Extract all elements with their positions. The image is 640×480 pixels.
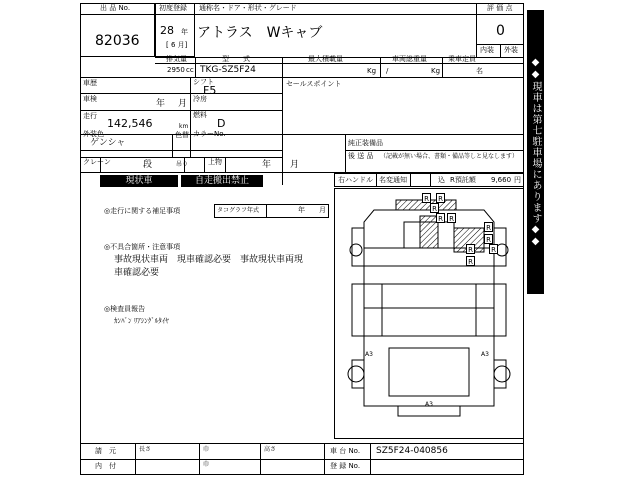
- inspection-year: 年: [156, 99, 166, 109]
- equipment-label: 純正装備品: [348, 139, 383, 147]
- r-mark-8: R: [466, 244, 475, 254]
- color-no-label: カラーNo.: [193, 130, 226, 138]
- lift-label: 上物: [208, 158, 222, 166]
- reg-no-label: 登 録 No.: [330, 462, 361, 470]
- inspection-label: 車検: [83, 95, 97, 103]
- color-change-label: 色替: [175, 131, 189, 139]
- r-mark-1: R: [422, 193, 431, 203]
- first-reg-month: [ 6 月]: [166, 41, 188, 49]
- mileage-value: 142,546: [107, 117, 153, 130]
- mileage-label: 走行: [83, 112, 97, 120]
- chassis-number: SZ5F24-040856: [376, 446, 448, 456]
- lift-year: 年: [262, 160, 272, 170]
- max-load-label: 最大積載量: [308, 55, 343, 63]
- a3-right: A3: [481, 351, 489, 358]
- model-value: TKG-SZ5F24: [200, 65, 256, 75]
- r-mark-10: R: [489, 244, 498, 254]
- drive-note-label: ◎走行に関する補足事項: [104, 207, 181, 215]
- model-label: 型 式: [222, 55, 250, 63]
- lot-number: 82036: [95, 33, 140, 49]
- person-unit: 名: [476, 67, 483, 75]
- eval-label: 評 価 点: [487, 4, 513, 12]
- crane-label: クレーン: [83, 158, 111, 166]
- car-name: アトラス Wキャブ: [197, 25, 323, 41]
- first-reg-year: 28: [160, 24, 174, 37]
- fuel-label: 燃料: [193, 111, 207, 119]
- ext-color-label: 外装色: [83, 130, 104, 138]
- displacement-label: 排気量: [166, 55, 187, 63]
- r-mark-7: R: [484, 234, 493, 244]
- r-mark-3: R: [430, 203, 439, 213]
- remaining-d: 巾: [203, 461, 210, 468]
- cc-unit: cc: [186, 66, 194, 74]
- ext-color-value: ゲンシャ: [90, 138, 126, 148]
- recycle-prefix: 込: [438, 176, 445, 184]
- kg-unit-2: Kg: [431, 67, 441, 75]
- tacho-year: 年: [298, 206, 305, 214]
- parking-banner-text: ◆◆現車は第七駐車場にあります◆◆: [530, 56, 541, 248]
- kg-unit-1: Kg: [367, 67, 377, 75]
- sales-point-label: セールスポイント: [286, 80, 342, 88]
- a3-bottom: A3: [425, 401, 433, 408]
- self-drive-ban-badge: 自走搬出禁止: [181, 175, 263, 187]
- crane-hook: 吊り: [176, 161, 189, 168]
- r-mark-5: R: [436, 213, 445, 223]
- chassis-label: 車 台 No.: [330, 447, 361, 455]
- shift-value: F5: [203, 84, 217, 97]
- ac-label: 冷房: [193, 95, 207, 103]
- rear-seat-note: （記載が無い場合、書類・備品等しと見なします）: [380, 153, 519, 160]
- defects-line-2: 車確認必要: [114, 268, 160, 278]
- inspection-month: 月: [178, 99, 188, 109]
- remaining-c: 高さ: [264, 446, 277, 453]
- yen-unit: 円: [514, 176, 521, 184]
- r-mark-4: R: [447, 213, 456, 223]
- r-mark-2: R: [436, 193, 445, 203]
- first-reg-label: 初度登録: [159, 4, 187, 12]
- recycle-amount: 9,660: [491, 176, 512, 184]
- current-car-badge: 現状車: [100, 175, 178, 187]
- name-change-label: 名変通知: [379, 176, 407, 184]
- request-label: 請 元: [95, 447, 116, 455]
- crane-stage: 段: [143, 160, 153, 170]
- tacho-month: 月: [319, 206, 326, 214]
- tacho-label: タコグラフ年式: [217, 207, 260, 214]
- parking-banner: [527, 10, 544, 294]
- lot-label: 出 品 No.: [100, 4, 131, 12]
- lift-month: 月: [290, 160, 300, 170]
- defects-label: ◎不具合箇所・注意事項: [104, 243, 181, 251]
- km-unit: km: [179, 123, 189, 130]
- eval-score: 0: [496, 23, 505, 39]
- r-mark-6: R: [484, 222, 493, 232]
- rear-seat-label: 後 送 品: [348, 152, 374, 160]
- fuel-value: D: [217, 117, 226, 130]
- inspector-note: ｶﾝﾊﾞﾝ ﾘｱｼﾝｸﾞﾙﾀｲﾔ: [114, 317, 169, 325]
- capacity-label: 乗車定員: [448, 55, 476, 63]
- car-name-label: 通称名・ドア・形状・グレード: [199, 4, 297, 12]
- a3-left: A3: [365, 351, 373, 358]
- remaining-b: 巾: [203, 446, 210, 453]
- slash: /: [386, 67, 389, 75]
- shift-label: シフト: [193, 78, 214, 86]
- inspector-label: ◎検査員報告: [104, 305, 146, 313]
- exterior-label: 外装: [504, 46, 518, 54]
- recycle-label: R預託額: [450, 176, 476, 184]
- interior-label: 内装: [480, 46, 494, 54]
- history-label: 車歴: [83, 79, 97, 87]
- year-unit: 年: [181, 28, 188, 36]
- defects-line-1: 事故現状車両 現車確認必要 事故現状車両現: [114, 255, 304, 265]
- rhd-label: 右ハンドル: [338, 176, 373, 184]
- internal-label: 内 付: [95, 462, 116, 470]
- r-mark-9: R: [466, 256, 475, 266]
- weight-label: 車両総重量: [392, 55, 427, 63]
- displacement-value: 2950: [167, 66, 185, 74]
- remaining-a: 長さ: [139, 446, 152, 453]
